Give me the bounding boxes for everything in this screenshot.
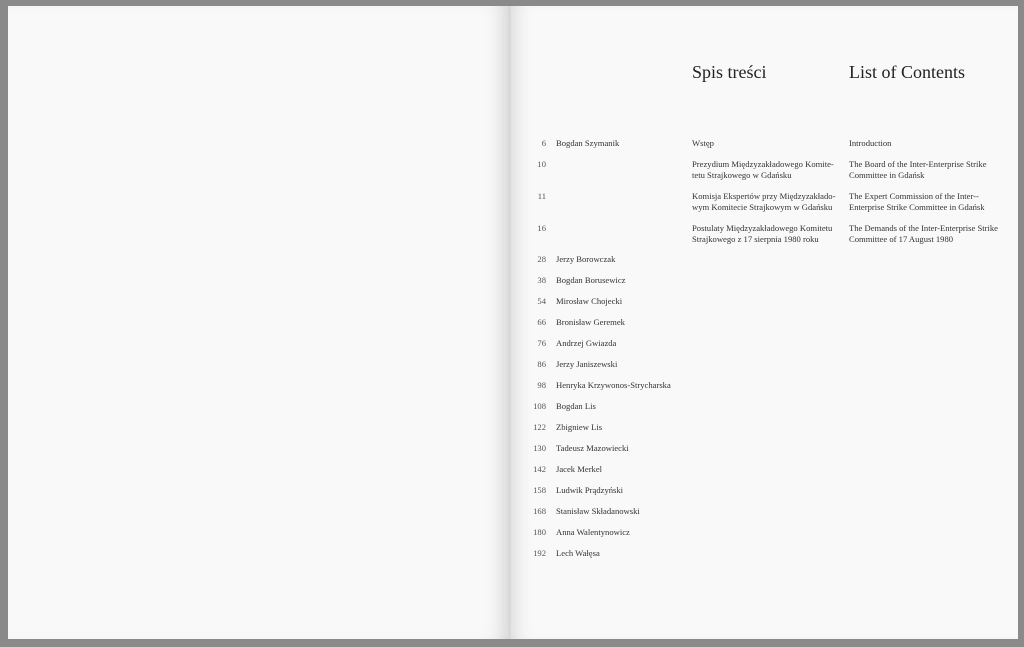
toc-page-number: 98 [537, 380, 546, 390]
toc-page-number: 168 [533, 506, 546, 516]
toc-author: Jerzy Janiszewski [556, 359, 618, 369]
toc-page-number: 108 [533, 401, 546, 411]
toc-heading-english: List of Contents [849, 62, 965, 82]
toc-title-polish: Prezydium Międzyzakładowego Komite-tetu Strajkowego w Gdańsku [692, 159, 834, 180]
toc-page-number: 192 [533, 548, 546, 558]
toc-page-number: 180 [533, 527, 546, 537]
toc-author: Bogdan Lis [556, 401, 596, 411]
toc-title-polish: Postulaty Międzyzakładowego Komitetu Strajkowego z 17 sierpnia 1980 roku [692, 223, 833, 244]
toc-page-number: 86 [537, 359, 546, 369]
toc-title-english: Introduction [849, 138, 892, 148]
toc-author: Mirosław Chojecki [556, 296, 623, 306]
toc-author: Henryka Krzywonos-Strycharska [556, 380, 671, 390]
toc-author: Tadeusz Mazowiecki [556, 443, 629, 453]
toc-page-number: 28 [537, 254, 546, 264]
toc-title-english: The Demands of the Inter-Enterprise Strike Committee of 17 August 1980 [849, 223, 998, 244]
toc-title-polish: Wstęp [692, 138, 714, 148]
toc-page-number: 38 [537, 275, 546, 285]
toc-page-number: 16 [537, 223, 546, 233]
left-page [8, 6, 509, 639]
toc-author: Anna Walentynowicz [556, 527, 630, 537]
toc-page-number: 54 [537, 296, 546, 306]
toc-author: Ludwik Prądzyński [556, 485, 624, 495]
toc-page-number: 142 [533, 464, 546, 474]
toc-page-number: 130 [533, 443, 546, 453]
toc-title-english: The Board of the Inter-Enterprise Strike Committee in Gdańsk [849, 159, 987, 180]
toc-author: Bogdan Borusewicz [556, 275, 626, 285]
toc-author: Jacek Merkel [556, 464, 603, 474]
toc-heading-polish: Spis treści [692, 62, 767, 82]
toc-author: Zbigniew Lis [556, 422, 603, 432]
toc-author: Jerzy Borowczak [556, 254, 616, 264]
toc-author: Andrzej Gwiazda [556, 338, 617, 348]
toc-title-english: The Expert Commission of the Inter--Enterprise Strike Committee in Gdańsk [849, 191, 985, 212]
toc-author: Lech Wałęsa [556, 548, 600, 558]
toc-page-number: 10 [537, 159, 546, 169]
toc-page-number: 122 [533, 422, 546, 432]
toc-title-polish: Komisja Ekspertów przy Międzyzakłado-wym Komitecie Strajkowym w Gdańsku [692, 191, 836, 212]
right-page [511, 6, 1018, 639]
toc-page-number: 11 [537, 191, 546, 201]
toc-page-number: 6 [541, 138, 546, 148]
toc-author: Stanisław Składanowski [556, 506, 640, 516]
toc-page-number: 158 [533, 485, 546, 495]
toc-page-number: 66 [537, 317, 546, 327]
toc-author: Bogdan Szymanik [556, 138, 620, 148]
toc-page-number: 76 [537, 338, 546, 348]
toc-author: Bronisław Geremek [556, 317, 625, 327]
